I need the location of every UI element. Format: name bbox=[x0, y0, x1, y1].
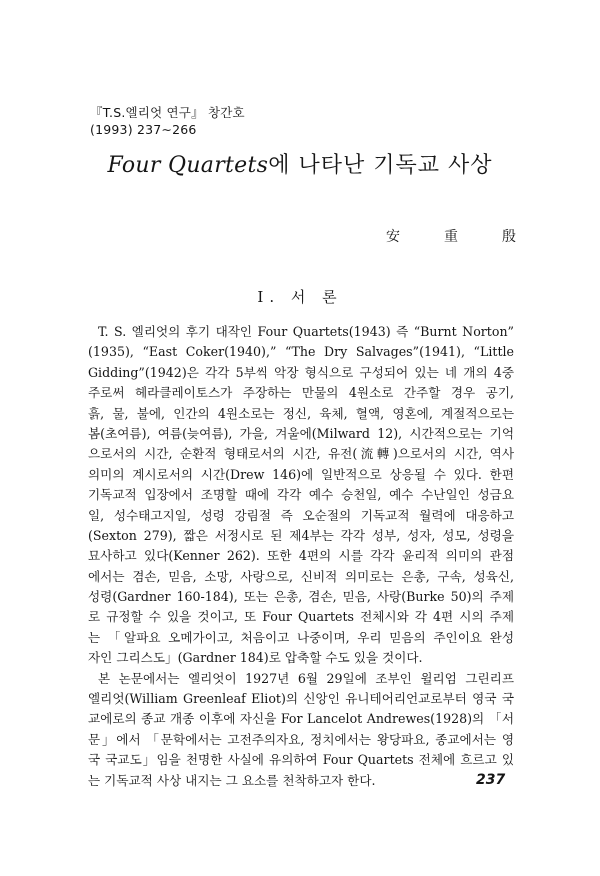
body-line: (1935), “East Coker(1940),” “The Dry Salvages”(1941), “Little bbox=[88, 344, 514, 360]
body-line: 교에로의 종교 개종 이후에 자신을 For Lancelot Andrewes(1928)의 「서 bbox=[88, 711, 514, 727]
article-title bbox=[0, 152, 600, 180]
body-line: (Sexton 279), 짧은 서정시로 된 제4부는 각각 성부, 성자, 성모, 성령을 bbox=[88, 527, 514, 543]
body-line: 는 「알파요 오메가이고, 처음이고 나중이며, 우리 믿음의 주인이요 완성 bbox=[88, 629, 514, 645]
body-line: 의미의 계시로서의 시간(Drew 146)에 일반적으로 상응될 수 있다. 한편 bbox=[88, 466, 514, 482]
author-char: 安 bbox=[386, 229, 400, 245]
author-char: 重 bbox=[444, 229, 458, 245]
body-line: 묘사하고 있다(Kenner 262). 또한 4편의 시를 각각 윤리적 의미의 관점 bbox=[88, 548, 514, 564]
body-line: 국 국교도」임을 천명한 사실에 유의하여 Four Quartets 전체에 흐르고 있 bbox=[88, 752, 514, 768]
body-line: 일, 성수태고지일, 성령 강림절 즉 오순절의 기독교적 월력에 대응하고 bbox=[88, 507, 514, 523]
body-line: T. S. 엘리엇의 후기 대작인 Four Quartets(1943) 즉 “Burnt Norton” bbox=[98, 324, 514, 339]
author-char: 殷 bbox=[502, 229, 516, 245]
title-korean: 에 나타난 기독교 사상 bbox=[268, 153, 493, 178]
body-line: 본 논문에서는 엘리엇이 1927년 6월 29일에 조부인 윌리엄 그린리프 bbox=[98, 670, 514, 686]
body-line: 로 규정할 수 있을 것이고, 또 Four Quartets 전체시와 각 4편 시의 주제 bbox=[88, 609, 514, 625]
page-number: 237 bbox=[476, 772, 506, 788]
body-line: 엘리엇(William Greenleaf Eliot)의 신앙인 유니테어리언교로부터 영국 국 bbox=[88, 691, 514, 707]
body-line: 으로서의 시간, 순환적 형태로서의 시간, 유전(流轉)으로서의 시간, 역사 bbox=[88, 446, 514, 462]
body-line: 성령(Gardner 160-184), 또는 은총, 겸손, 믿음, 사랑(Burke 50)의 주제 bbox=[88, 589, 514, 605]
section-heading: I. 서 론 bbox=[257, 288, 343, 306]
title-english: Four Quartets bbox=[107, 153, 269, 178]
journal-pages: (1993) 237∼266 bbox=[90, 122, 197, 137]
journal-citation bbox=[90, 104, 245, 138]
body-line: Gidding”(1942)은 각각 5부씩 악장 형식으로 구성되어 있는 네 개의 4중 bbox=[88, 364, 514, 380]
body-line: 흙, 물, 불에, 인간의 4원소로는 정신, 육체, 혈액, 영혼에, 계절적으로는 bbox=[88, 405, 514, 421]
body-line: 주로써 헤라클레이토스가 주장하는 만물의 4원소로 간주할 경우 공기, bbox=[88, 385, 514, 401]
body-line: 자인 그리스도」(Gardner 184)로 압축할 수도 있을 것이다. bbox=[88, 650, 423, 666]
body-line: 기독교적 입장에서 조명할 때에 각각 예수 승천일, 예수 수난일인 성금요 bbox=[88, 487, 514, 503]
author-name bbox=[386, 226, 516, 246]
body-text bbox=[88, 322, 514, 791]
journal-name: 『T.S.엘리엇 연구』 창간호 bbox=[90, 105, 245, 120]
body-line: 봄(초여름), 여름(늦여름), 가을, 겨울에(Milward 12), 시간적으로는 기억 bbox=[88, 425, 514, 441]
body-line: 에서는 겸손, 믿음, 소망, 사랑으로, 신비적 의미로는 은총, 구속, 성육신, bbox=[88, 568, 514, 584]
body-line: 문」에서 「문학에서는 고전주의자요, 정치에서는 왕당파요, 종교에서는 영 bbox=[88, 731, 514, 747]
body-line: 는 기독교적 사상 내지는 그 요소를 천착하고자 한다. bbox=[88, 772, 376, 788]
